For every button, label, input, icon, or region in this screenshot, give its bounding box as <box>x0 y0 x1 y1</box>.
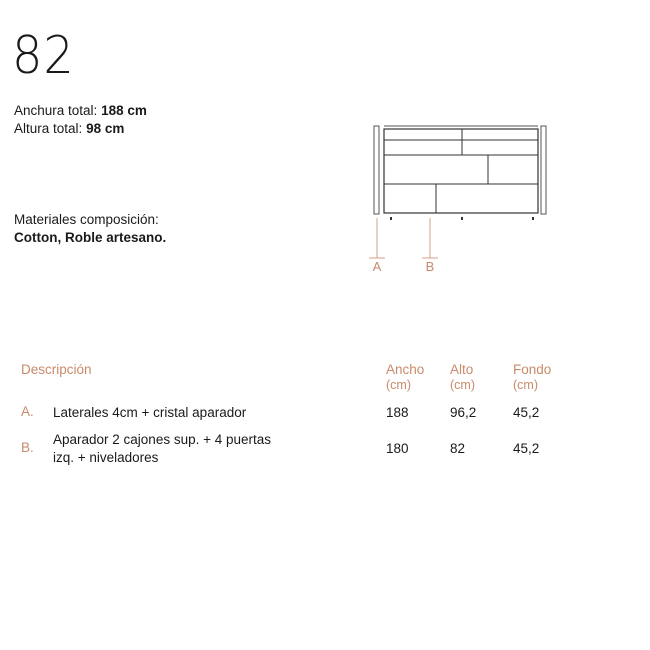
header-width-unit: (cm) <box>386 378 411 392</box>
row-width: 180 <box>386 441 409 456</box>
left-lateral-panel <box>374 126 379 214</box>
row-depth: 45,2 <box>513 441 540 456</box>
leveller-mid <box>461 217 463 220</box>
sideboard-body <box>384 129 538 213</box>
leveller-left <box>390 217 392 220</box>
right-lateral-panel <box>541 126 546 214</box>
header-width: Ancho <box>386 362 425 377</box>
row-description-cont: izq. + niveladores <box>53 450 159 465</box>
row-height: 82 <box>450 441 466 456</box>
materials-label: Materiales composición: <box>14 212 159 227</box>
model-number: 82 <box>12 26 75 86</box>
total-width-value: 188 cm <box>101 103 147 118</box>
callout-label-b: B <box>425 259 435 274</box>
row-width: 188 <box>386 405 409 420</box>
total-height-label: Altura total: <box>14 121 83 136</box>
row-depth: 45,2 <box>513 405 540 420</box>
header-height-unit: (cm) <box>450 378 475 392</box>
row-description: Aparador 2 cajones sup. + 4 puertas <box>53 432 272 447</box>
total-height-value: 98 cm <box>86 121 125 136</box>
callout-label-a: A <box>372 259 382 274</box>
header-depth-unit: (cm) <box>513 378 538 392</box>
total-width-spec <box>14 102 147 120</box>
row-height: 96,2 <box>450 405 477 420</box>
header-height: Alto <box>450 362 474 377</box>
materials-value: Cotton, Roble artesano. <box>14 230 167 245</box>
header-description: Descripción <box>21 362 92 377</box>
row-letter: A. <box>21 404 34 419</box>
leveller-right <box>532 217 534 220</box>
total-width-label: Anchura total: <box>14 103 98 118</box>
total-height-spec <box>14 120 124 138</box>
row-letter: B. <box>21 440 34 455</box>
furniture-drawing <box>362 118 562 278</box>
row-description: Laterales 4cm + cristal aparador <box>53 405 247 420</box>
header-depth: Fondo <box>513 362 552 377</box>
